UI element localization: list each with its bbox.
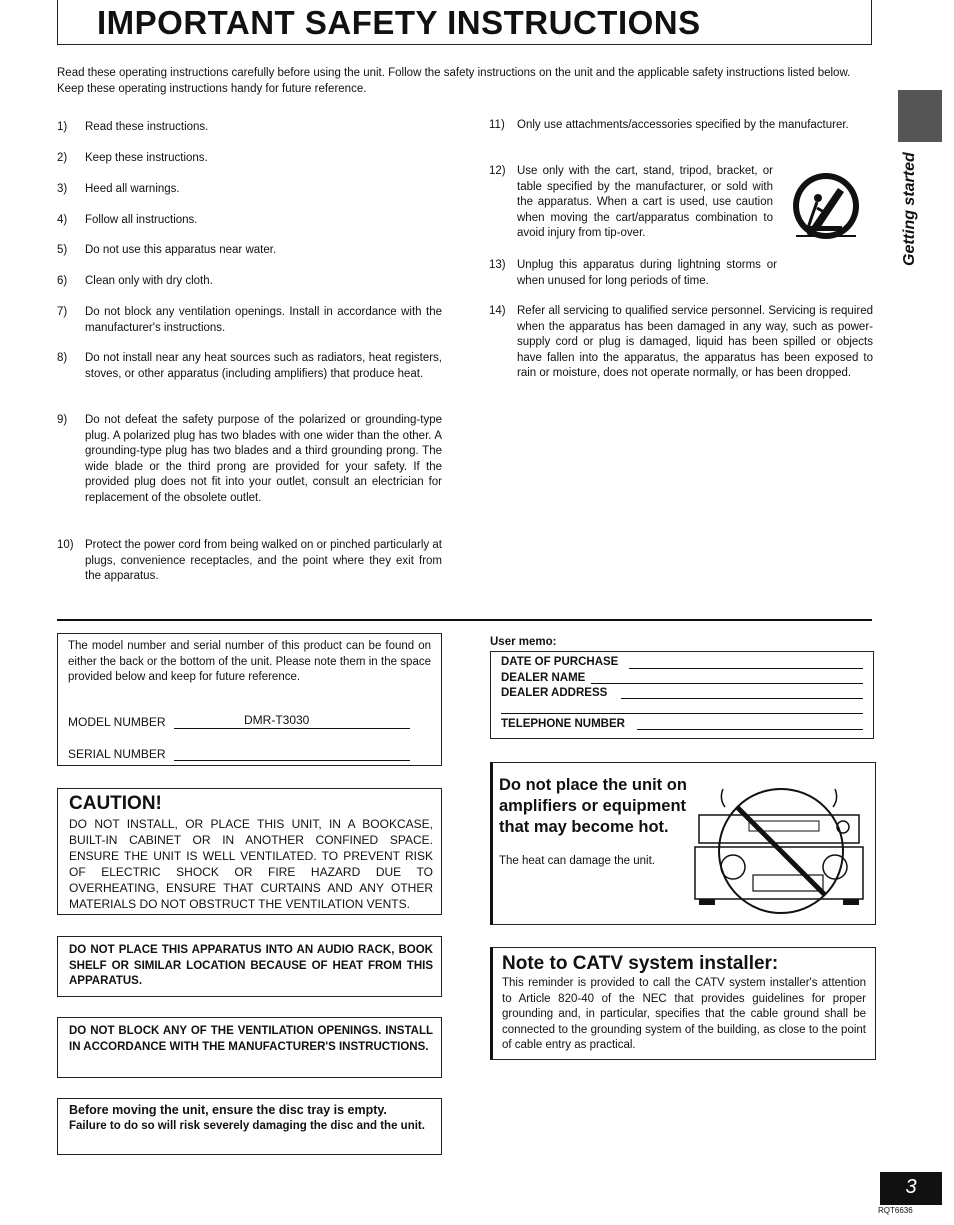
serial-number-label: SERIAL NUMBER bbox=[68, 747, 166, 761]
cart-tip-over-icon bbox=[790, 168, 862, 244]
memo-field-dealer-name: DEALER NAME bbox=[501, 672, 586, 684]
user-memo-label: User memo: bbox=[490, 636, 557, 648]
item-text: Do not use this apparatus near water. bbox=[85, 244, 277, 256]
no-stacking-amplifier-icon bbox=[689, 769, 869, 919]
item-text: Read these instructions. bbox=[85, 121, 209, 133]
item-number: 13) bbox=[489, 259, 506, 271]
section-divider bbox=[57, 619, 872, 621]
catv-heading: Note to CATV system installer: bbox=[502, 953, 779, 974]
item-number: 10) bbox=[57, 539, 74, 551]
item-number: 11) bbox=[489, 119, 505, 131]
item-text: Follow all instructions. bbox=[85, 214, 198, 226]
audio-rack-warning-text: DO NOT PLACE THIS APPARATUS INTO AN AUDIO RACK, BOOK SHELF OR SIMILAR LOCATION BECAUSE OF HEAT FROM THIS APPARATUS. bbox=[69, 944, 433, 987]
disc-tray-text: Failure to do so will risk severely damaging the disc and the unit. bbox=[69, 1120, 425, 1132]
page-number: 3 bbox=[905, 1176, 917, 1198]
audio-rack-warning-box bbox=[57, 936, 442, 997]
item-number: 3) bbox=[57, 183, 68, 195]
model-number-label: MODEL NUMBER bbox=[68, 715, 166, 729]
memo-field-dealer-address: DEALER ADDRESS bbox=[501, 687, 608, 699]
caution-box bbox=[57, 788, 442, 915]
heat-notice-box bbox=[490, 762, 876, 925]
item-number: 4) bbox=[57, 214, 68, 226]
item-text: Only use attachments/accessories specified by the manufacturer. bbox=[517, 119, 849, 131]
item-text: Unplug this apparatus during lightning storms or when unused for long periods of time. bbox=[517, 259, 777, 287]
memo-line-dealer-address bbox=[621, 698, 863, 699]
model-number-value: DMR-T3030 bbox=[244, 713, 310, 727]
caution-text: DO NOT INSTALL, OR PLACE THIS UNIT, IN A BOOKCASE, BUILT-IN CABINET OR IN ANOTHER CONFINED SPACE. ENSURE THE UNIT IS WELL VENTILATED. TO PREVENT RISK OF ELECTRIC SHOCK OR FIRE HAZARD DUE TO OVERHEATING, ENSURE THAT CURTAINS AND ANY OTHER MATERIALS DO NOT OBSTRUCT THE VENTILATION VENTS. bbox=[69, 817, 433, 911]
memo-field-telephone: TELEPHONE NUMBER bbox=[501, 718, 625, 730]
model-box-text: The model number and serial number of this product can be found on either the back or the bottom of the unit. Please note them in the space provided below and keep for future reference. bbox=[68, 640, 431, 683]
item-number: 8) bbox=[57, 352, 68, 364]
item-number: 9) bbox=[57, 414, 68, 426]
heat-notice-heading: Do not place the unit on amplifiers or equipment that may become hot. bbox=[499, 776, 687, 836]
item-number: 1) bbox=[57, 121, 68, 133]
item-text: Clean only with dry cloth. bbox=[85, 275, 213, 287]
item-number: 12) bbox=[489, 165, 506, 177]
item-text: Heed all warnings. bbox=[85, 183, 180, 195]
memo-line-address-2 bbox=[501, 713, 863, 714]
side-tab-label bbox=[888, 148, 928, 268]
item-number: 14) bbox=[489, 305, 506, 317]
serial-number-line bbox=[174, 760, 410, 761]
ventilation-warning-box bbox=[57, 1017, 442, 1078]
heat-notice-text: The heat can damage the unit. bbox=[499, 855, 655, 867]
memo-line-dealer-name bbox=[591, 683, 863, 684]
section-tab-marker bbox=[898, 90, 942, 142]
item-number: 7) bbox=[57, 306, 68, 318]
intro-paragraph: Read these operating instructions carefully before using the unit. Follow the safety instructions on the unit and the applicable safety instructions listed below. Keep these operating instructions handy for future reference. bbox=[57, 67, 851, 95]
item-text: Protect the power cord from being walked on or pinched particularly at plugs, convenience receptacles, and the point where they exit from the apparatus. bbox=[85, 539, 442, 582]
caution-heading: CAUTION! bbox=[69, 793, 162, 814]
item-text: Use only with the cart, stand, tripod, bracket, or table specified by the manufacturer, or sold with the apparatus. When a cart is used, use caution when moving the cart/apparatus combination to avoid injury from tip-over. bbox=[517, 165, 773, 239]
item-number: 5) bbox=[57, 244, 68, 256]
item-text: Refer all servicing to qualified service personnel. Servicing is required when the apparatus has been damaged in any way, such as power-supply cord or plug is damaged, liquid has been spilled or objects have fallen into the apparatus, the apparatus has been exposed to rain or moisture, does not operate normally, or has been dropped. bbox=[517, 305, 873, 379]
document-code: RQT6636 bbox=[878, 1206, 913, 1215]
memo-line-date bbox=[629, 668, 863, 669]
model-number-box bbox=[57, 633, 442, 766]
catv-text: This reminder is provided to call the CATV system installer's attention to Article 820-40 of the NEC that provides guidelines for proper grounding and, in particular, specifies that the cable ground shall be connected to the grounding system of the building, as close to the point of cable entry as practical. bbox=[502, 977, 866, 1051]
catv-note-box bbox=[490, 947, 876, 1060]
memo-line-telephone bbox=[637, 729, 863, 730]
ventilation-warning-text: DO NOT BLOCK ANY OF THE VENTILATION OPENINGS. INSTALL IN ACCORDANCE WITH THE MANUFACTURER'S INSTRUCTIONS. bbox=[69, 1025, 433, 1053]
item-number: 2) bbox=[57, 152, 68, 164]
item-text: Keep these instructions. bbox=[85, 152, 208, 164]
svg-text:Getting started: Getting started bbox=[901, 152, 918, 266]
page-title: IMPORTANT SAFETY INSTRUCTIONS bbox=[97, 4, 701, 41]
user-memo-box bbox=[490, 651, 874, 739]
disc-tray-heading: Before moving the unit, ensure the disc tray is empty. bbox=[69, 1103, 387, 1117]
disc-tray-box bbox=[57, 1098, 442, 1155]
item-text: Do not install near any heat sources such as radiators, heat registers, stoves, or other apparatus (including amplifiers) that produce heat. bbox=[85, 352, 442, 380]
item-text: Do not block any ventilation openings. Install in accordance with the manufacturer's instructions. bbox=[85, 306, 442, 334]
item-number: 6) bbox=[57, 275, 68, 287]
item-text: Do not defeat the safety purpose of the polarized or grounding-type plug. A polarized plug has two blades with one wider than the other. A grounding-type plug has two blades and a third grounding prong. The wide blade or the third prong are provided for your safety. If the provided plug does not fit into your outlet, consult an electrician for replacement of the obsolete outlet. bbox=[85, 414, 442, 504]
model-number-line bbox=[174, 728, 410, 729]
memo-field-date: DATE OF PURCHASE bbox=[501, 656, 619, 668]
